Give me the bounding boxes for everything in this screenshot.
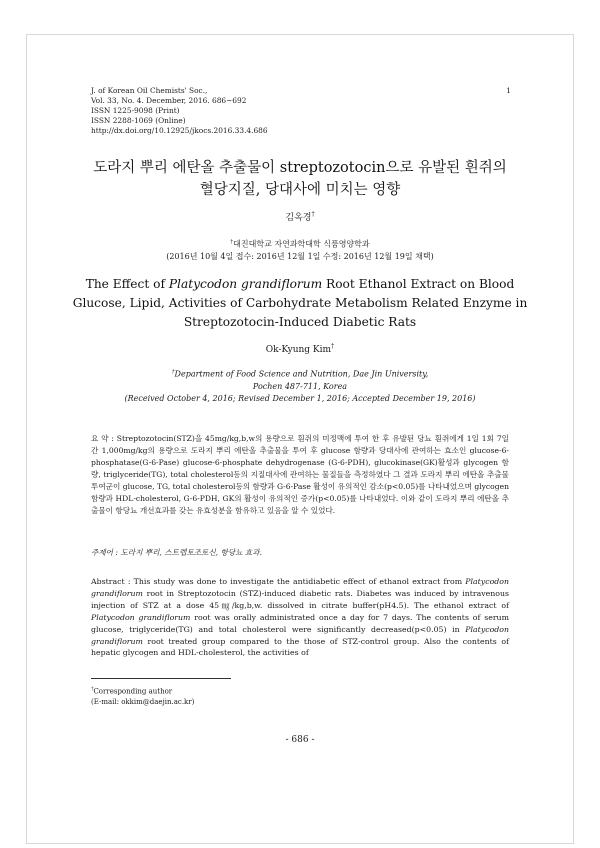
- corresponding-email: (E-mail: okkim@daejin.ac.kr): [91, 698, 195, 707]
- species-name: Platycodon grandiflorum: [168, 277, 323, 291]
- english-affiliation: †Department of Food Science and Nutrition, Dae Jin University, Pochen 487-711, Korea (Received October 4, 2016; Revised December 1, 2016; Accepted December 19, 2016): [0, 366, 600, 405]
- page-number: - 686 -: [285, 735, 315, 745]
- species-name: Platycodon grandiflorum: [91, 624, 509, 646]
- dagger-mark: †: [230, 239, 234, 245]
- english-dates: (Received October 4, 2016; Revised December 1, 2016; Accepted December 19, 2016): [124, 393, 476, 403]
- korean-dates: (2016년 10월 4일 접수: 2016년 12월 1일 수정: 2016년 12월 19일 채택): [166, 251, 434, 261]
- journal-line: ISSN 1225-9098 (Print): [91, 106, 180, 115]
- abstract-label: 요 약 :: [91, 434, 117, 443]
- dagger-mark: †: [311, 211, 315, 218]
- footnote-divider: [91, 678, 231, 679]
- korean-title: 도라지 뿌리 에탄올 추출물이 streptozotocin으로 유발된 흰쥐의 혈당지질, 당대사에 미치는 영향: [93, 160, 507, 198]
- dagger-mark: †: [331, 343, 335, 350]
- journal-line: Vol. 33, No. 4. December, 2016. 686~692: [91, 96, 247, 105]
- dagger-mark: †: [171, 369, 175, 375]
- english-title: The Effect of Platycodon grandiflorum Root Ethanol Extract on Blood Glucose, Lipid, Activities of Carbohydrate Metabolism Related Enzyme in Streptozotocin-Induced Diabetic Rats: [72, 277, 528, 329]
- page-top-number: 1: [506, 86, 511, 95]
- footnote: †Corresponding author (E-mail: okkim@daejin.ac.kr): [91, 686, 195, 707]
- species-name: Platycodon grandiflorum: [91, 612, 191, 622]
- journal-info: [91, 86, 521, 136]
- english-abstract: Abstract : This study was done to investigate the antidiabetic effect of ethanol extract from Platycodon grandiflorum root in Streptozotocin (STZ)-induced diabetic rats. Diabetes was induced by intravenous injection of STZ at a dose 45㎎/kg,b,w. dissolved in citrate buffer(pH4.5). The ethanol extract of Platycodon grandiflorum root was orally administrated once a day for 7 days. The contents of serum glucose, triglyceride(TG) and total cholesterol were significantly decreased(p<0.05) in Platycodon grandiflorum root treated group compared to the those of STZ-control group. Also the contents of hepatic glycogen and HDL-cholesterol, the activities of: [91, 577, 509, 658]
- dagger-mark: †: [91, 686, 94, 692]
- korean-abstract: [91, 433, 509, 517]
- korean-keywords: 주제어 : 도라지 뿌리, 스트렙토조토신, 항당뇨 효과.: [91, 548, 262, 557]
- abstract-label: Abstract :: [91, 577, 134, 586]
- english-author: Ok-Kyung Kim†: [265, 343, 335, 355]
- abstract-text: Streptozotocin(STZ)을 45mg/kg,b,w의 용량으로 흰쥐의 미정맥에 투여 한 후 유발된 당뇨 흰쥐에게 1일 1회 7일간 1,000mg/kg의 용량으로 도라지 뿌리 에탄올 추출물을 투여 후 glucose 함량과 당대사에 관여하는 효소인 glucose-6-phosphatase(G-6-Pase) glucose-6-phosphate dehydrogenase (G-6-PDH), glucokinase(GK)활성과 glycogen 함량, triglyceride(TG), total cholesterol등의 지질대사에 관여하는 물질들을 측정하였다 그 결과 도라지 뿌리 에탄올 추출물 투여군이 glucose, TG, total cholesterol등의 함량과 G-6-Pase 활성이 유의적인 감소(p<0.05)를 나타내었으며 glycogen 함량과 HDL-cholesterol, G-6-PDH, GK의 활성이 유의적인 증가(p<0.05)를 나타내었다. 이와 같이 도라지 뿌리 에탄올 추출물이 항당뇨 개선효과를 갖는 유효성분을 함유하고 있음을 알 수 있었다.: [91, 434, 509, 515]
- species-name: Platycodon grandiflorum: [91, 577, 509, 598]
- doi-link[interactable]: http://dx.doi.org/10.12925/jkocs.2016.33.4.686: [91, 126, 268, 135]
- journal-line: J. of Korean Oil Chemists' Soc.,: [91, 86, 208, 95]
- korean-author: 김옥경†: [285, 211, 315, 223]
- korean-affiliation: †대진대학교 자연과학대학 식품영양학과 (2016년 10월 4일 접수: 2016년 12월 1일 수정: 2016년 12월 19일 채택): [0, 236, 600, 263]
- journal-line: ISSN 2288-1069 (Online): [91, 116, 186, 125]
